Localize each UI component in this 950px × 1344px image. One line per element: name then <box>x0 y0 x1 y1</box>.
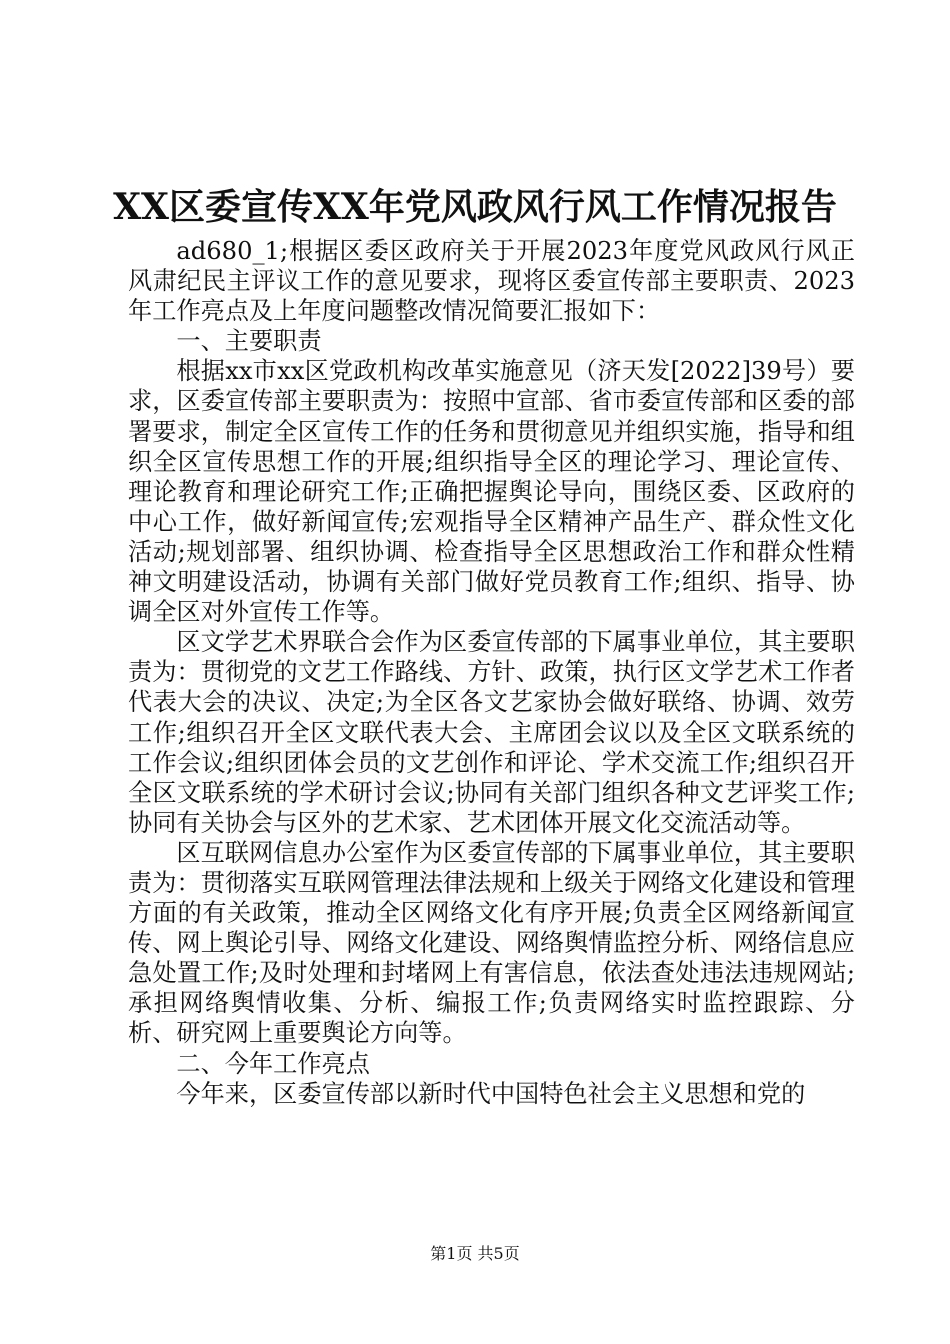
page-footer <box>0 1242 950 1266</box>
paragraph-intro: ad680_1;根据区委区政府关于开展2023年度党风政风行风正风肃纪民主评议工作的意见要求，现将区委宣传部主要职责、2023年工作亮点及上年度问题整改情况简要汇报如下： <box>128 237 855 326</box>
paragraph-highlights: 今年来，区委宣传部以新时代中国特色社会主义思想和党的 <box>176 1079 806 1108</box>
paragraph-duties: 根据xx市xx区党政机构改革实施意见（济天发[2022]39号）要求，区委宣传部主要职责为：按照中宣部、省市委宣传部和区委的部署要求，制定全区宣传工作的任务和贯彻意见并组织实施，指导和组织全区宣传思想工作的开展;组织指导全区的理论学习、理论宣传、理论教育和理论研究工作;正确把握舆论导向，围绕区委、区政府的中心工作，做好新闻宣传;宏观指导全区精神产品生产、群众性文化活动;规划部署、组织协调、检查指导全区思想政治工作和群众性精神文明建设活动，协调有关部门做好党员教育工作;组织、指导、协调全区对外宣传工作等。 <box>128 357 855 627</box>
section-heading-main-duties: 一、主要职责 <box>176 327 322 356</box>
paragraph-federation: 区文学艺术界联合会作为区委宣传部的下属事业单位，其主要职责为：贯彻党的文艺工作路线、方针、政策，执行区文学艺术工作者代表大会的决议、决定;为全区各文艺家协会做好联络、协调、效劳工作;组织召开全区文联代表大会、主席团会议以及全区文联系统的工作会议;组织团体会员的文艺创作和评论、学术交流工作;组织召开全区文联系统的学术研讨会议;协同有关部门组织各种文艺评奖工作;协同有关协会与区外的艺术家、艺术团体开展文化交流活动等。 <box>128 628 855 837</box>
paragraph-internet-office: 区互联网信息办公室作为区委宣传部的下属事业单位，其主要职责为：贯彻落实互联网管理法律法规和上级关于网络文化建设和管理方面的有关政策，推动全区网络文化有序开展;负责全区网络新闻宣传、网上舆论引导、网络文化建设、网络舆情监控分析、网络信息应急处置工作;及时处理和封堵网上有害信息，依法查处违法违规网站;承担网络舆情收集、分析、编报工作;负责网络实时监控跟踪、分析、研究网上重要舆论方向等。 <box>128 838 855 1048</box>
document-title: XX区委宣传XX年党风政风行风工作情况报告 <box>113 186 837 228</box>
document-body <box>128 236 855 1109</box>
page-number: 第1页 共5页 <box>430 1244 520 1263</box>
section-heading-highlights: 二、今年工作亮点 <box>176 1049 370 1078</box>
